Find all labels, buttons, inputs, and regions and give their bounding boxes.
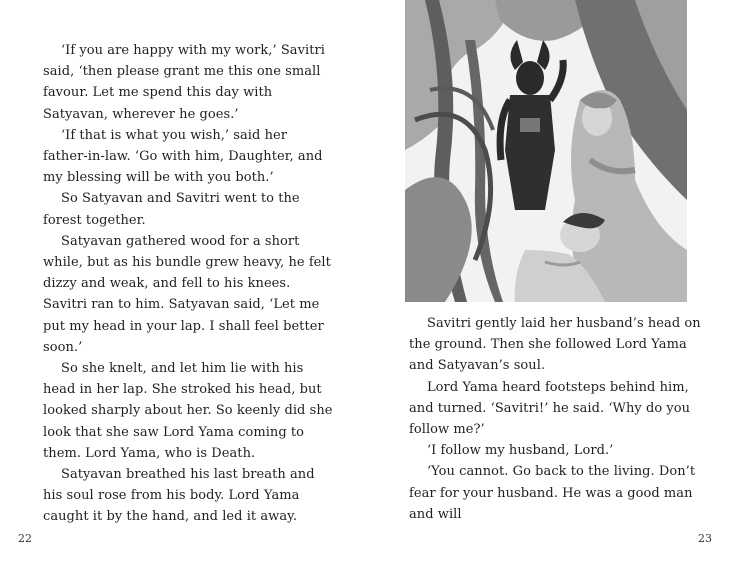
forest-illustration bbox=[405, 0, 687, 302]
paragraph: Satyavan gathered wood for a short while, but as his bundle grew heavy, he felt dizzy and weak, and fell to his knees. Savitri ran to him. Satyavan said, ‘Let me put my head in your lap. I shall feel better soon.’ bbox=[43, 233, 331, 355]
paragraph: ‘You cannot. Go back to the living. Don’t fear for your husband. He was a good man and will bbox=[409, 464, 696, 522]
paragraph: ‘If you are happy with my work,’ Savitri said, ‘then please grant me this one small favour. Let me spend this day with Satyavan, wherever he goes.’ bbox=[43, 43, 325, 122]
page-number: 23 bbox=[698, 532, 712, 545]
page-number: 22 bbox=[18, 532, 32, 545]
paragraph: So she knelt, and let him lie with his head in her lap. She stroked his head, but looked sharply about her. So keenly did she look that she saw Lord Yama coming to them. Lord Yama, who is Death. bbox=[43, 361, 333, 461]
right-text-block bbox=[409, 313, 701, 525]
paragraph: Lord Yama heard footsteps behind him, and turned. ‘Savitri!’ he said. ‘Why do you follow me?’ bbox=[409, 379, 691, 438]
paragraph: ‘If that is what you wish,’ said her father-in-law. ‘Go with him, Daughter, and my blessing will be with you both.’ bbox=[43, 127, 323, 186]
paragraph: So Satyavan and Savitri went to the forest together. bbox=[43, 191, 300, 228]
paragraph: ‘I follow my husband, Lord.’ bbox=[427, 443, 614, 459]
right-page bbox=[366, 0, 732, 562]
paragraph: Savitri gently laid her husband’s head on the ground. Then she followed Lord Yama and Satyavan’s soul. bbox=[409, 316, 701, 374]
left-text-block bbox=[43, 40, 335, 528]
paragraph: Satyavan breathed his last breath and his soul rose from his body. Lord Yama caught it by the hand, and led it away. bbox=[43, 467, 315, 525]
